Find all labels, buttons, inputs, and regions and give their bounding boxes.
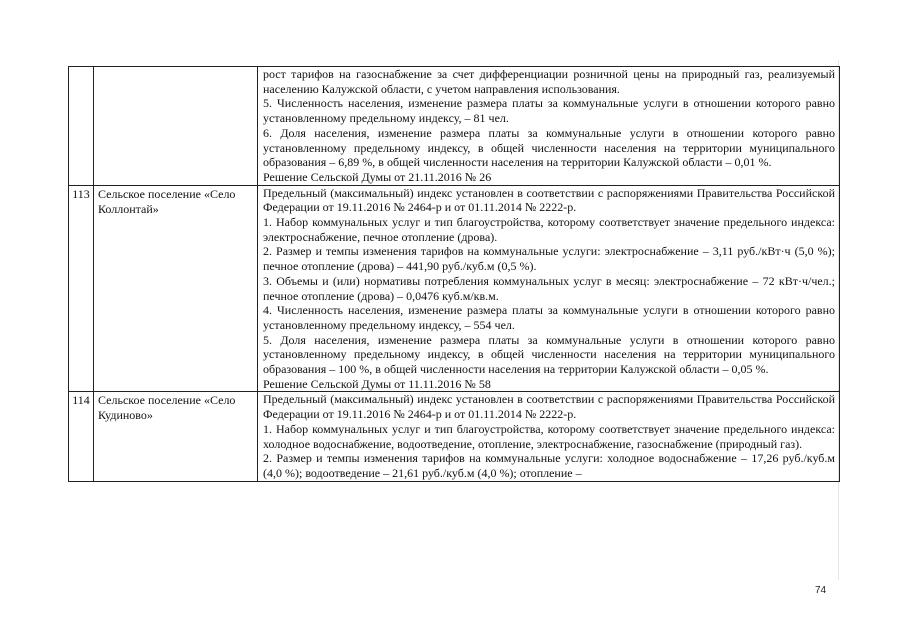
description-cell xyxy=(258,185,840,392)
page-number: 74 xyxy=(815,585,827,596)
table-row xyxy=(69,392,840,481)
description-paragraph: Предельный (максимальный) индекс установлен в соответствии с распоряжениями Правительства Российской Федерации от 19.11.2016 № 2464-р и от 01.11.2014 № 2222-р. xyxy=(263,185,835,215)
row-number-cell: 114 xyxy=(69,392,94,481)
tariff-index-table xyxy=(68,66,840,482)
description-paragraph: рост тарифов на газоснабжение за счет дифференциации розничной цены на природный газ, реализуемый населению Калужской области, с учетом направления использования. xyxy=(263,67,835,96)
table-row xyxy=(69,185,840,392)
row-number-cell: 113 xyxy=(69,185,94,392)
description-cell xyxy=(258,392,840,481)
description-paragraph: 2. Размер и темпы изменения тарифов на коммунальные услуги: электроснабжение – 3,11 руб./кВт·ч (5,0 %); печное отопление (дрова) – 441,90 руб./куб.м (0,5 %). xyxy=(263,244,835,274)
description-paragraph: Предельный (максимальный) индекс установлен в соответствии с распоряжениями Правительства Российской Федерации от 19.11.2016 № 2464-р и от 01.11.2014 № 2222-р. xyxy=(263,392,835,422)
description-paragraph: 6. Доля населения, изменение размера платы за коммунальные услуги в отношении которого равно установленному предельному индексу, в общей численности населения на территории муниципального образования – 6,89 %, в общей численности населения на территории Калужской области – 0,01 %. xyxy=(263,125,835,170)
description-paragraph: 2. Размер и темпы изменения тарифов на коммунальные услуги: холодное водоснабжение – 17,26 руб./куб.м (4,0 %); водоотведение – 21,61 руб./куб.м (4,0 %); отопление – xyxy=(263,451,835,480)
description-paragraph: 3. Объемы и (или) нормативы потребления коммунальных услуг в месяц: электроснабжение – 72 кВт·ч/чел.; печное отопление (дрова) – 0,0476 куб.м/кв.м. xyxy=(263,273,835,303)
decision-reference: Решение Сельской Думы от 21.11.2016 № 26 xyxy=(263,169,492,184)
settlement-name-cell: Сельское поселение «Село Кудиново» xyxy=(94,392,258,481)
description-paragraph: 1. Набор коммунальных услуг и тип благоустройства, которому соответствует значение предельного индекса: холодное водоснабжение, водоотведение, отопление, электроснабжение, газоснабжение (природный газ). xyxy=(263,421,835,451)
settlement-name-cell: Сельское поселение «Село Коллонтай» xyxy=(94,185,258,392)
decision-reference: Решение Сельской Думы от 11.11.2016 № 58 xyxy=(263,376,491,391)
description-paragraph: 4. Численность населения, изменение размера платы за коммунальные услуги в отношении которого равно установленному предельному индексу, – 554 чел. xyxy=(263,303,835,332)
row-number-cell xyxy=(69,67,94,186)
description-paragraph: 5. Доля населения, изменение размера платы за коммунальные услуги в отношении которого равно установленному предельному индексу, в общей численности населения на территории муниципального образования – 100 %, в общей численности населения на территории Калужской области – 0,05 %. xyxy=(263,332,835,377)
description-cell xyxy=(258,67,840,186)
description-paragraph: 5. Численность населения, изменение размера платы за коммунальные услуги в отношении которого равно установленному предельному индексу, – 81 чел. xyxy=(263,96,835,126)
description-paragraph: 1. Набор коммунальных услуг и тип благоустройства, которому соответствует значение предельного индекса: электроснабжение, печное отопление (дрова). xyxy=(263,215,835,244)
settlement-name-cell xyxy=(94,67,258,186)
table-row xyxy=(69,67,840,186)
